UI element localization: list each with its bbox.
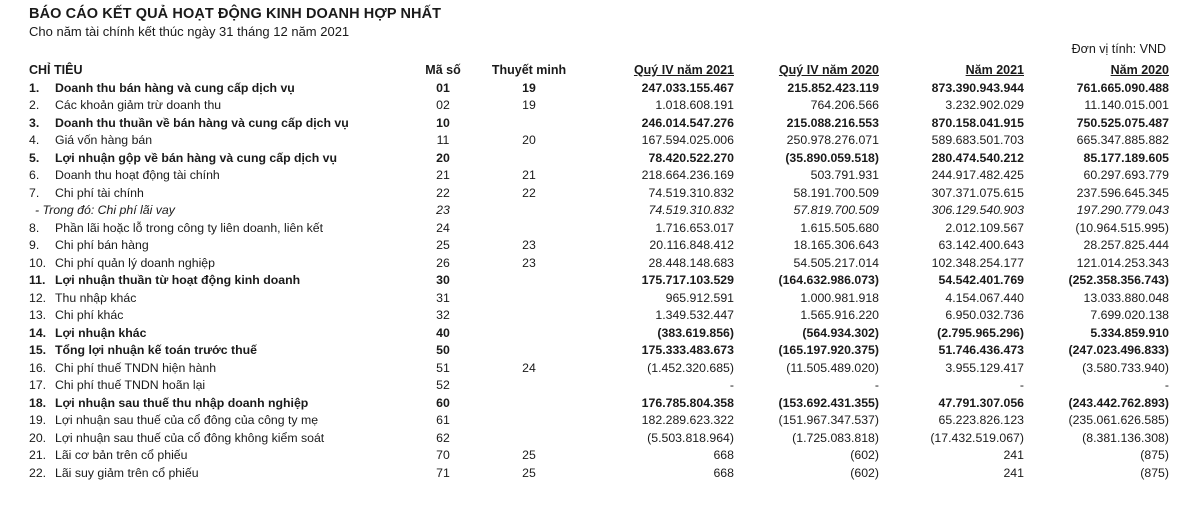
row-name-cell <box>29 255 417 273</box>
row-year-2020: 13.033.880.048 <box>1083 290 1169 305</box>
row-index: 19. <box>29 413 47 427</box>
row-code: 70 <box>436 448 450 462</box>
row-q4-2021: (1.452.320.685) <box>647 360 734 375</box>
row-label: Giá vốn hàng bán <box>55 133 153 147</box>
row-year-2020: 85.177.189.605 <box>1083 150 1169 165</box>
row-q4-2020: - <box>874 378 879 392</box>
row-q4-2021: 1.018.608.191 <box>655 98 734 112</box>
row-year-2020: (3.580.733.940) <box>1082 360 1169 375</box>
row-year-2021: 65.223.826.123 <box>938 413 1024 427</box>
row-q4-2021: 218.664.236.169 <box>641 168 734 182</box>
row-q4-2021: 20.116.848.412 <box>649 238 734 252</box>
row-code: 52 <box>436 378 450 392</box>
row-code: 61 <box>436 413 450 427</box>
row-index: 16. <box>29 360 47 375</box>
row-year-2021: 51.746.436.473 <box>938 343 1024 357</box>
row-note <box>469 377 589 395</box>
row-index: 17. <box>29 378 47 392</box>
table-row <box>29 412 1169 430</box>
header-q4-2020-label: Quý IV năm 2020 <box>778 63 879 77</box>
row-label: Chi phí khác <box>55 308 124 322</box>
row-index: 13. <box>29 308 47 322</box>
row-label: Lợi nhuận gộp về bán hàng và cung cấp dịch vụ <box>55 150 338 165</box>
row-q4-2020: 58.191.700.509 <box>793 185 879 200</box>
row-note: 23 <box>522 238 536 252</box>
row-q4-2020: 1.000.981.918 <box>800 290 879 305</box>
row-year-2020: (235.061.626.585) <box>1068 413 1169 427</box>
table-row <box>29 80 1169 98</box>
row-q4-2020: 250.978.276.071 <box>786 133 879 147</box>
row-index: 10. <box>29 255 47 270</box>
row-note: 19 <box>522 98 536 112</box>
row-q4-2020: 215.088.216.553 <box>786 115 879 130</box>
row-q4-2021: 965.912.591 <box>665 290 734 305</box>
row-year-2021: 4.154.067.440 <box>945 290 1024 305</box>
row-label: Các khoản giảm trừ doanh thu <box>55 98 222 112</box>
row-q4-2021: 246.014.547.276 <box>641 115 734 130</box>
row-year-2021: 3.232.902.029 <box>945 98 1024 112</box>
row-year-2020: 237.596.645.345 <box>1076 185 1169 200</box>
row-q4-2020: (164.632.986.073) <box>778 273 879 287</box>
row-q4-2020: (564.934.302) <box>802 325 879 340</box>
row-year-2021: 873.390.943.944 <box>931 80 1024 95</box>
row-index: 21. <box>29 448 47 462</box>
row-label: Chi phí thuế TNDN hoãn lại <box>55 378 206 392</box>
row-label: Doanh thu thuần về bán hàng và cung cấp dịch vụ <box>55 115 349 130</box>
row-q4-2021: 176.785.804.358 <box>641 395 734 410</box>
row-index: 11. <box>29 273 46 287</box>
header-year-2021 <box>879 62 1024 80</box>
row-q4-2021: 1.349.532.447 <box>655 308 734 322</box>
row-year-2020: 121.014.253.343 <box>1076 255 1169 270</box>
row-year-2020: (8.381.136.308) <box>1082 430 1169 445</box>
row-label: Lợi nhuận khác <box>55 325 147 340</box>
row-name-cell <box>29 237 417 255</box>
row-label: Doanh thu bán hàng và cung cấp dịch vụ <box>55 80 295 95</box>
report-subtitle: Cho năm tài chính kết thúc ngày 31 tháng 12 năm 2021 <box>29 24 350 39</box>
table-header-row <box>29 62 1169 80</box>
row-note: 22 <box>522 185 536 200</box>
row-label: Phần lãi hoặc lỗ trong công ty liên doanh, liên kết <box>55 220 323 235</box>
row-year-2021: 241 <box>1003 465 1024 480</box>
row-note <box>469 115 589 133</box>
row-year-2021: 307.371.075.615 <box>931 185 1024 200</box>
row-code: 40 <box>436 325 450 340</box>
row-code: 10 <box>436 115 450 130</box>
row-index: 6. <box>29 168 40 182</box>
row-name-cell <box>29 97 417 115</box>
row-year-2020: 750.525.075.487 <box>1076 115 1169 130</box>
row-q4-2020: 1.615.505.680 <box>800 220 879 235</box>
row-name-cell <box>29 325 417 343</box>
row-q4-2021: 247.033.155.467 <box>641 80 734 95</box>
row-note <box>469 325 589 343</box>
row-note <box>469 430 589 448</box>
header-code: Mã số <box>425 63 461 77</box>
row-year-2020: (252.358.356.743) <box>1068 273 1169 287</box>
row-note <box>469 290 589 308</box>
row-q4-2020: (602) <box>850 465 879 480</box>
row-index: 20. <box>29 430 47 445</box>
row-year-2021: 6.950.032.736 <box>945 308 1024 322</box>
row-name-cell <box>29 290 417 308</box>
row-name-cell <box>29 430 417 448</box>
row-code: 24 <box>436 220 450 235</box>
row-code: 01 <box>436 80 450 95</box>
row-label: Lãi suy giảm trên cổ phiếu <box>55 465 199 480</box>
row-index: 9. <box>29 238 40 252</box>
row-year-2020: 60.297.693.779 <box>1083 168 1169 182</box>
row-name-cell <box>29 412 417 430</box>
row-year-2020: 665.347.885.882 <box>1076 133 1169 147</box>
row-year-2020: (875) <box>1140 448 1169 462</box>
row-name-cell <box>29 272 417 290</box>
row-note <box>469 342 589 360</box>
row-year-2020: (875) <box>1140 465 1169 480</box>
row-index: 2. <box>29 98 40 112</box>
row-index: 14. <box>29 325 47 340</box>
table-row <box>29 395 1169 413</box>
row-name-cell <box>29 307 417 325</box>
table-row <box>29 185 1169 203</box>
row-index: 5. <box>29 150 40 165</box>
row-q4-2021: 167.594.025.006 <box>641 133 734 147</box>
row-q4-2021: 175.717.103.529 <box>641 273 734 287</box>
table-row <box>29 132 1169 150</box>
row-q4-2020: (1.725.083.818) <box>792 430 879 445</box>
row-year-2021: 102.348.254.177 <box>931 255 1024 270</box>
table-row <box>29 272 1169 290</box>
row-year-2021: 306.129.540.903 <box>931 203 1024 217</box>
row-name-cell <box>29 447 417 465</box>
row-year-2021: 870.158.041.915 <box>931 115 1024 130</box>
row-name-cell <box>29 115 417 133</box>
header-q4-2020 <box>734 62 879 80</box>
row-q4-2021: 668 <box>713 448 734 462</box>
row-label: Doanh thu hoạt động tài chính <box>55 168 220 182</box>
table-row <box>29 307 1169 325</box>
row-note <box>469 272 589 290</box>
row-year-2020: 761.665.090.488 <box>1076 80 1169 95</box>
row-name-cell <box>29 465 417 483</box>
row-year-2020: (243.442.762.893) <box>1068 395 1169 410</box>
row-code: 21 <box>436 168 450 182</box>
row-code: 50 <box>436 343 450 357</box>
row-q4-2020: (11.505.489.020) <box>786 360 879 375</box>
row-index: 12. <box>29 290 47 305</box>
row-q4-2021: 175.333.483.673 <box>641 343 734 357</box>
row-label: Lợi nhuận sau thuế của cổ đông của công ty mẹ <box>55 413 319 427</box>
table-row <box>29 220 1169 238</box>
table-row <box>29 325 1169 343</box>
table-row <box>29 97 1169 115</box>
row-note: 24 <box>522 360 536 375</box>
row-q4-2021: 1.716.653.017 <box>655 220 734 235</box>
row-label: Chi phí tài chính <box>55 185 144 200</box>
row-q4-2020: (153.692.431.355) <box>778 395 879 410</box>
currency-unit: Đơn vị tính: VND <box>1071 42 1166 56</box>
row-code: 71 <box>436 465 450 480</box>
row-q4-2021: (5.503.818.964) <box>647 430 734 445</box>
table-row <box>29 167 1169 185</box>
row-code: 60 <box>436 395 450 410</box>
table-row <box>29 202 1169 220</box>
row-note: 25 <box>522 448 536 462</box>
row-q4-2020: 57.819.700.509 <box>793 203 879 217</box>
table-row <box>29 150 1169 168</box>
row-code: 32 <box>436 308 450 322</box>
row-label: Lợi nhuận sau thuế của cổ đông không kiểm soát <box>55 430 325 445</box>
row-q4-2021: (383.619.856) <box>657 325 734 340</box>
row-label: Chi phí bán hàng <box>55 238 149 252</box>
row-year-2021: 2.012.109.567 <box>945 220 1024 235</box>
row-code: 26 <box>436 255 450 270</box>
row-q4-2021: 74.519.310.832 <box>648 203 734 217</box>
row-note: 20 <box>522 133 536 147</box>
row-year-2021: 3.955.129.417 <box>945 360 1024 375</box>
table-row <box>29 447 1169 465</box>
row-q4-2020: (602) <box>850 448 879 462</box>
row-code: 25 <box>436 238 450 252</box>
row-q4-2020: (35.890.059.518) <box>785 150 879 165</box>
table-row <box>29 255 1169 273</box>
table-row <box>29 377 1169 395</box>
row-q4-2021: - <box>729 378 734 392</box>
row-name-cell <box>29 395 417 413</box>
row-label: Lãi cơ bản trên cổ phiếu <box>55 448 188 462</box>
row-label: Tổng lợi nhuận kế toán trước thuế <box>55 343 257 357</box>
row-code: 22 <box>436 185 450 200</box>
row-name-cell <box>29 202 417 220</box>
row-note: 25 <box>522 465 536 480</box>
row-year-2021: - <box>1019 378 1024 392</box>
row-year-2020: (10.964.515.995) <box>1075 220 1169 235</box>
row-label: Lợi nhuận sau thuế thu nhập doanh nghiệp <box>55 395 309 410</box>
row-q4-2021: 28.448.148.683 <box>648 255 734 270</box>
row-name-cell <box>29 377 417 395</box>
header-note: Thuyết minh <box>491 63 567 77</box>
row-label: - Trong đó: Chi phí lãi vay <box>35 203 175 217</box>
row-year-2021: 589.683.501.703 <box>931 133 1024 147</box>
row-name-cell <box>29 80 417 98</box>
table-row <box>29 115 1169 133</box>
row-year-2021: 54.542.401.769 <box>938 273 1024 287</box>
income-statement-table <box>29 62 1169 482</box>
row-code: 62 <box>436 430 450 445</box>
row-q4-2021: 78.420.522.270 <box>648 150 734 165</box>
row-year-2021: (17.432.519.067) <box>930 430 1024 445</box>
row-note: 21 <box>522 168 536 182</box>
header-year-2020-label: Năm 2020 <box>1110 63 1169 77</box>
row-q4-2021: 74.519.310.832 <box>648 185 734 200</box>
row-index: 18. <box>29 395 47 410</box>
row-year-2021: 244.917.482.425 <box>931 168 1024 182</box>
row-q4-2020: (151.967.347.537) <box>778 413 879 427</box>
row-year-2021: 47.791.307.056 <box>938 395 1024 410</box>
row-year-2020: 28.257.825.444 <box>1083 238 1169 252</box>
row-q4-2020: 18.165.306.643 <box>793 238 879 252</box>
row-year-2021: 241 <box>1003 448 1024 462</box>
row-name-cell <box>29 185 417 203</box>
header-q4-2021 <box>589 62 734 80</box>
row-index: 4. <box>29 133 40 147</box>
row-index: 1. <box>29 80 40 95</box>
row-note <box>469 202 589 220</box>
row-note <box>469 395 589 413</box>
row-q4-2020: (165.197.920.375) <box>778 343 879 357</box>
row-name-cell <box>29 342 417 360</box>
row-label: Chi phí quản lý doanh nghiệp <box>55 255 215 270</box>
row-label: Chi phí thuế TNDN hiện hành <box>55 360 217 375</box>
row-year-2021: 63.142.400.643 <box>938 238 1024 252</box>
row-note <box>469 412 589 430</box>
row-name-cell <box>29 132 417 150</box>
row-note <box>469 307 589 325</box>
header-year-2020 <box>1024 62 1169 80</box>
row-note: 23 <box>522 255 536 270</box>
header-year-2021-label: Năm 2021 <box>965 63 1024 77</box>
row-index: 8. <box>29 220 40 235</box>
row-code: 11 <box>436 133 450 147</box>
row-q4-2020: 215.852.423.119 <box>787 80 879 95</box>
table-row <box>29 342 1169 360</box>
table-row <box>29 430 1169 448</box>
row-q4-2020: 1.565.916.220 <box>800 308 879 322</box>
row-code: 51 <box>436 360 450 375</box>
header-q4-2021-label: Quý IV năm 2021 <box>633 63 734 77</box>
row-year-2020: 197.290.779.043 <box>1076 203 1169 217</box>
table-row <box>29 290 1169 308</box>
row-code: 31 <box>436 290 450 305</box>
header-name: CHỈ TIÊU <box>29 63 83 77</box>
row-name-cell <box>29 360 417 378</box>
row-label: Thu nhập khác <box>55 290 137 305</box>
row-note: 19 <box>522 80 536 95</box>
row-name-cell <box>29 150 417 168</box>
row-q4-2021: 668 <box>713 465 734 480</box>
row-q4-2020: 503.791.931 <box>810 168 879 182</box>
row-year-2020: - <box>1164 378 1169 392</box>
table-row <box>29 465 1169 483</box>
report-title: BÁO CÁO KẾT QUẢ HOẠT ĐỘNG KINH DOANH HỢP NHẤT <box>29 6 442 22</box>
row-code: 20 <box>436 150 450 165</box>
row-name-cell <box>29 220 417 238</box>
row-year-2020: 5.334.859.910 <box>1090 325 1169 340</box>
table-row <box>29 237 1169 255</box>
row-note <box>469 150 589 168</box>
row-year-2021: (2.795.965.296) <box>937 325 1024 340</box>
row-year-2021: 280.474.540.212 <box>931 150 1024 165</box>
row-index: 3. <box>29 115 40 130</box>
row-code: 23 <box>436 203 450 217</box>
row-name-cell <box>29 167 417 185</box>
row-index: 15. <box>29 343 47 357</box>
row-year-2020: (247.023.496.833) <box>1068 343 1169 357</box>
row-index: 22. <box>29 465 47 480</box>
row-code: 30 <box>436 273 450 287</box>
table-row <box>29 360 1169 378</box>
row-note <box>469 220 589 238</box>
row-q4-2021: 182.289.623.322 <box>641 413 734 427</box>
row-code: 02 <box>436 98 450 112</box>
row-year-2020: 7.699.020.138 <box>1090 308 1169 322</box>
row-q4-2020: 764.206.566 <box>810 98 879 112</box>
row-index: 7. <box>29 185 40 200</box>
row-q4-2020: 54.505.217.014 <box>793 255 879 270</box>
row-year-2020: 11.140.015.001 <box>1084 98 1169 112</box>
row-label: Lợi nhuận thuần từ hoạt động kinh doanh <box>55 273 301 287</box>
